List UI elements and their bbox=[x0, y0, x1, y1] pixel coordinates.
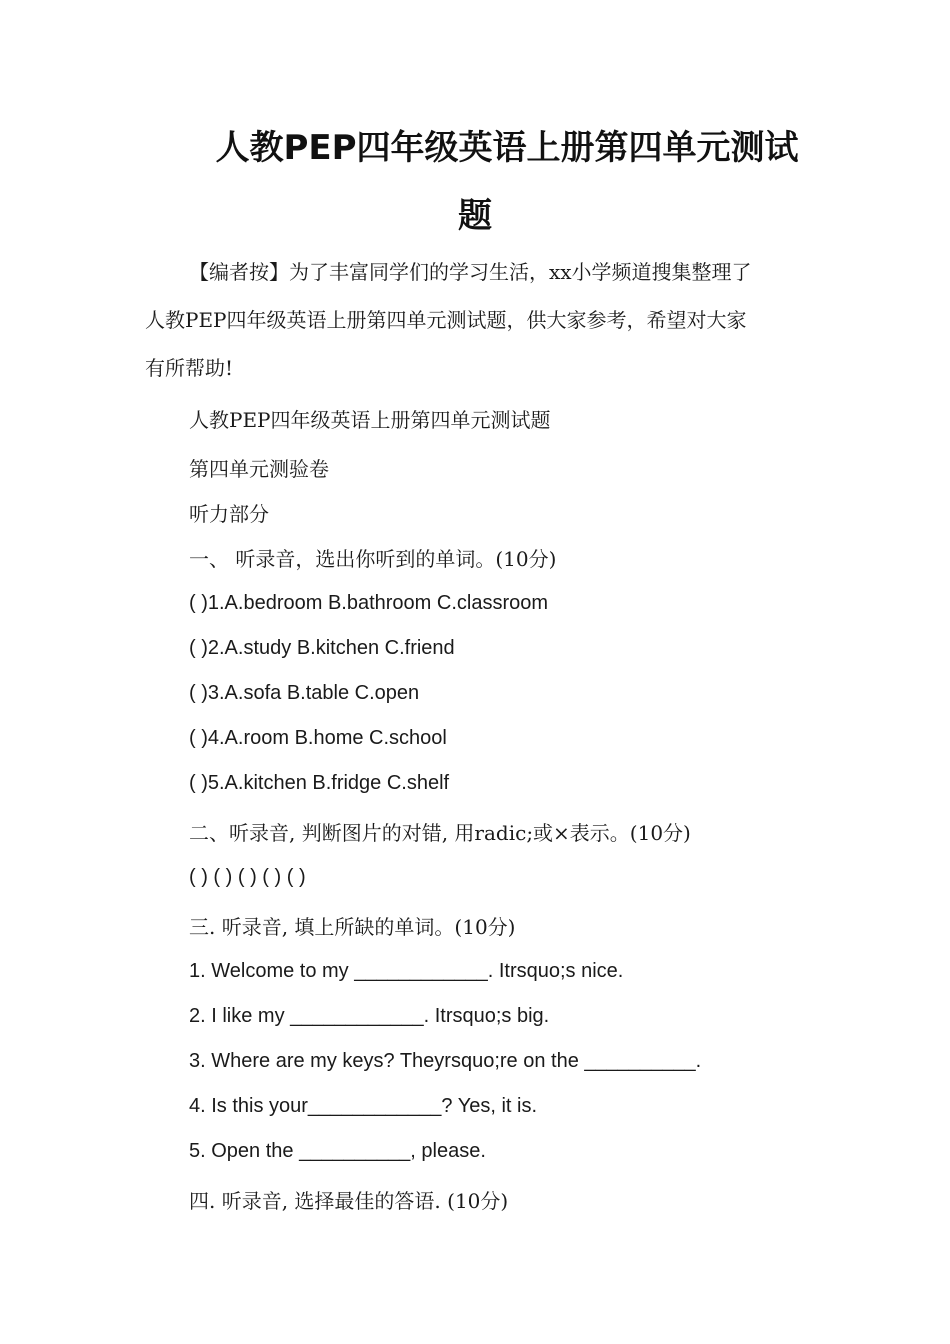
question-item: ( )2.A.study B.kitchen C.friend bbox=[189, 637, 455, 659]
question-heading-4: 四. 听录音, 选择最佳的答语. (10分) bbox=[189, 1189, 509, 1213]
editor-note-line-3: 有所帮助! bbox=[145, 356, 234, 380]
document-title-line-1: 人教PEP四年级英语上册第四单元测试 bbox=[215, 128, 799, 168]
question-heading-2: 二、听录音, 判断图片的对错, 用radic;或×表示。(10分) bbox=[189, 821, 691, 845]
fill-blank-item: 2. I like my ____________. Itrsquo;s big. bbox=[189, 1005, 550, 1027]
question-item: ( )4.A.room B.home C.school bbox=[189, 727, 447, 749]
section-heading-listening: 听力部分 bbox=[189, 502, 269, 526]
editor-note-line-1: 【编者按】为了丰富同学们的学习生活，xx小学频道搜集整理了 bbox=[189, 260, 752, 284]
test-name-line: 第四单元测验卷 bbox=[189, 457, 329, 481]
fill-blank-item: 3. Where are my keys? Theyrsquo;re on the __________. bbox=[189, 1050, 702, 1072]
editor-note-line-2: 人教PEP四年级英语上册第四单元测试题，供大家参考，希望对大家 bbox=[145, 308, 747, 332]
question-item: ( )5.A.kitchen B.fridge C.shelf bbox=[189, 772, 450, 794]
subtitle-line: 人教PEP四年级英语上册第四单元测试题 bbox=[189, 408, 551, 432]
fill-blank-item: 4. Is this your____________? Yes, it is. bbox=[189, 1095, 538, 1117]
question-heading-1: 一、 听录音，选出你听到的单词。(10分) bbox=[189, 547, 557, 571]
document-title-line-2: 题 bbox=[458, 196, 492, 236]
question-heading-3: 三. 听录音, 填上所缺的单词。(10分) bbox=[189, 915, 516, 939]
question-item: ( )3.A.sofa B.table C.open bbox=[189, 682, 420, 704]
fill-blank-item: 5. Open the __________, please. bbox=[189, 1140, 486, 1162]
fill-blank-item: 1. Welcome to my ____________. Itrsquo;s nice. bbox=[189, 960, 624, 982]
question-item: ( )1.A.bedroom B.bathroom C.classroom bbox=[189, 592, 549, 614]
editor-note bbox=[145, 248, 810, 392]
answer-blanks: ( ) ( ) ( ) ( ) ( ) bbox=[189, 866, 306, 888]
